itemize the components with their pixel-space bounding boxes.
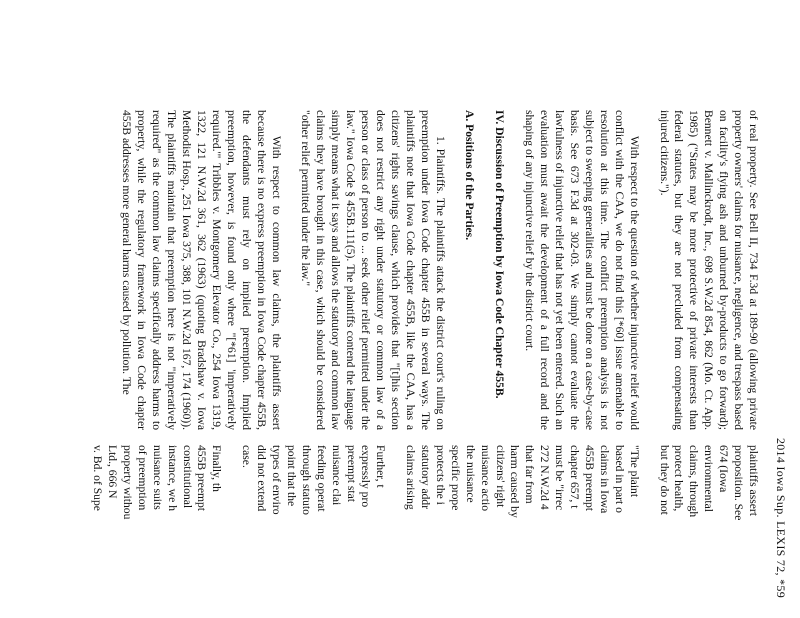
left-column bbox=[119, 110, 760, 430]
right-column-line: v. Bd. of Supe bbox=[91, 445, 105, 511]
right-column-line: plaintiffs assert bbox=[747, 445, 760, 516]
right-column-line bbox=[641, 445, 656, 618]
right-column-line: proposition. See bbox=[732, 445, 746, 521]
right-column-line: the nuisance bbox=[463, 445, 477, 503]
right-column-line bbox=[387, 445, 402, 618]
paragraph-3: 1. Plaintiffs. The plaintiffs attack the district court's ruling on preemption under Iowa Code chapter 455B in several ways. The plaintiffs note that Iowa Code chapter 455B, like the CAA, has a citizens' rights savings clause, which provides that "[t]his section does not restrict any right under statutory or common law of a person or class of person to ... seek other relief permitted under the law." Iowa Code § 455B.111(5). The plaintiffs contend the language simply means what it says and allows the statutory and common law claims they have brought in this case, which should be considered "other relief permitted under the law." bbox=[299, 110, 447, 430]
subsection-heading-a: A. Positions of the Parties. bbox=[463, 110, 477, 241]
paragraph-4: With respect to common law claims, the plaintiffs assert because there is no express preemption in Iowa Code chapter 455B, the defendants must rely on implied preemption. Implied preemption, however, is found only where "[*61] 'imperatively required.'" Tribbles v. Montgomery Elevator Co., 254 Iowa 1319, 1322, 121 N.W.2d 361, 362 (1963) (quoting Bradshaw v. Iowa Methodist Hosp., 251 Iowa 375, 388, 101 N.W.2d 167, 174 (1960)). The plaintiffs maintain that preemption here is not "imperatively required" as the common law claims specifically address harms to property, while the regulatory framework in Iowa Code chapter 455B addresses more general harms caused by pollution. The bbox=[120, 110, 283, 430]
right-column-line: must be "irrec bbox=[553, 445, 567, 511]
right-column-line: point that the bbox=[284, 445, 298, 507]
right-column-line: case. bbox=[240, 445, 254, 468]
right-column-line: statutory addr bbox=[419, 445, 433, 510]
right-column-line: claims, through bbox=[687, 445, 701, 518]
right-column-line bbox=[223, 445, 238, 618]
right-column-line: that far from bbox=[523, 445, 537, 504]
right-column-line: based in part o bbox=[612, 445, 626, 513]
right-column-line: 455B preempt bbox=[195, 445, 209, 512]
right-column-line: instance, we h bbox=[165, 445, 179, 511]
page-header: 2014 Iowa Sup. LEXIS 72, *59 bbox=[774, 437, 788, 598]
right-column-line: did not extend bbox=[255, 445, 269, 512]
right-column bbox=[89, 445, 760, 618]
right-column-line: types of enviro bbox=[270, 445, 283, 515]
right-column-line: citizens' right bbox=[493, 445, 507, 508]
right-column-line: nuisance actio bbox=[478, 445, 492, 511]
right-column-line: but they do not bbox=[657, 445, 671, 515]
right-column-line: Ltd., 666 N bbox=[106, 445, 120, 499]
right-column-line: Finally, th bbox=[210, 445, 224, 492]
right-column-line: 674 (Iowa bbox=[717, 445, 731, 493]
right-column-line: chapter 657, t bbox=[568, 445, 582, 509]
right-column-line: through statuto bbox=[299, 445, 313, 515]
right-column-line: constitutional bbox=[180, 445, 194, 509]
right-column-line: expressly pro bbox=[359, 445, 373, 508]
right-column-line: feeding operat bbox=[314, 445, 328, 512]
right-column-line: 455B preempt bbox=[583, 445, 597, 512]
right-column-line: environmental bbox=[702, 445, 716, 512]
right-column-line: of preemption bbox=[135, 445, 149, 511]
right-column-line: nuisance clai bbox=[329, 445, 343, 506]
right-column-line: property withou bbox=[120, 445, 134, 520]
right-column-line: protects the i bbox=[433, 445, 447, 505]
right-column-line: claims arising bbox=[404, 445, 418, 510]
paragraph-2: With respect to the question of whether injunctive relief would conflict with the CAA, we do not find this [*60] issue amenable to resolution at this time. The conflict preemption analysis is not subject to sweeping generalities and must be done on a case-by-case basis. See 673 F.3d at 302-03. We simply cannot evaluate the lawfulness of injunctive relief that has not yet been entered. Such an evaluation must await the development of a full record and the shaping of any injunctive relief by the district court. bbox=[523, 110, 641, 430]
paragraph-1: of real property. See Bell II, 734 F.3d at 189-90 (allowing private property owners' claims for nuisance, negligence, and trespass based on facility's flying ash and unburned by-products to go forward); Bennett v. Mallinckrodt, Inc., 698 S.W.2d 854, 862 (Mo. Ct. App. 1985) ("States may be more protective of private interests than federal statutes, but they are not precluded from compensating injured citizens."). bbox=[657, 110, 760, 430]
right-column-line: Further, t bbox=[374, 445, 388, 488]
right-column-line: claims in Iowa bbox=[597, 445, 611, 514]
right-column-line: "The plaint bbox=[627, 445, 641, 498]
right-column-line: specific prope bbox=[448, 445, 462, 511]
right-column-line: 272 N.W.2d 4 bbox=[538, 445, 552, 510]
right-column-line: protect health, bbox=[672, 445, 686, 512]
section-heading-iv: IV. Discussion of Preemption by Iowa Code Chapter 455B. bbox=[493, 110, 507, 399]
right-column-line: nuisance suits bbox=[150, 445, 164, 510]
right-column-line: preempt stat bbox=[344, 445, 358, 502]
right-column-line: harm caused by bbox=[508, 445, 522, 518]
